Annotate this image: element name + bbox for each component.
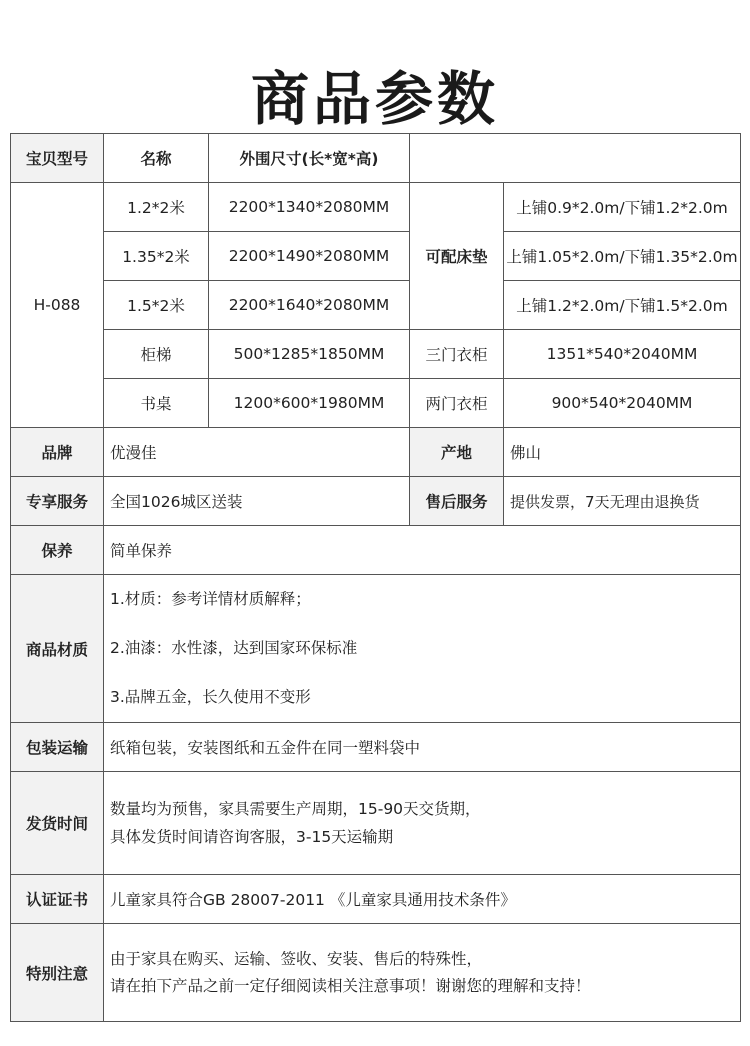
notice-value xyxy=(104,924,741,1022)
model-value: H-088 xyxy=(11,183,104,428)
certificate-value: 儿童家具符合GB 28007-2011 《儿童家具通用技术条件》 xyxy=(104,875,741,924)
bed-row xyxy=(11,281,741,330)
shipping-row xyxy=(11,772,741,875)
origin-label: 产地 xyxy=(410,428,504,477)
brand-value: 优漫佳 xyxy=(104,428,410,477)
material-line: 2.油漆：水性漆，达到国家环保标准 xyxy=(110,639,358,657)
shipping-line: 数量均为预售，家具需要生产周期，15-90天交货期， xyxy=(110,800,481,818)
certificate-label: 认证证书 xyxy=(11,875,104,924)
material-label: 商品材质 xyxy=(11,575,104,723)
packaging-value: 纸箱包装，安装图纸和五金件在同一塑料袋中 xyxy=(104,723,741,772)
notice-row xyxy=(11,924,741,1022)
bed-row xyxy=(11,232,741,281)
shipping-line: 具体发货时间请咨询客服，3-15天运输期 xyxy=(110,828,394,846)
extra-name-2: 三门衣柜 xyxy=(410,330,504,379)
size-label: 外围尺寸(长*宽*高) xyxy=(209,134,410,183)
after-sales-label: 售后服务 xyxy=(410,477,504,526)
material-value xyxy=(104,575,741,723)
origin-value: 佛山 xyxy=(504,428,741,477)
notice-label: 特别注意 xyxy=(11,924,104,1022)
service-row xyxy=(11,477,741,526)
extra-size-2: 1351*540*2040MM xyxy=(504,330,741,379)
extra-name-2: 两门衣柜 xyxy=(410,379,504,428)
page-title: 商品参数 xyxy=(250,65,499,133)
mattress-label: 可配床垫 xyxy=(410,183,504,330)
extra-size: 1200*600*1980MM xyxy=(209,379,410,428)
bed-size: 2200*1490*2080MM xyxy=(209,232,410,281)
header-empty-cell xyxy=(410,134,741,183)
notice-line: 请在拍下产品之前一定仔细阅读相关注意事项！谢谢您的理解和支持！ xyxy=(110,976,591,995)
bed-mattress: 上铺1.2*2.0m/下铺1.5*2.0m xyxy=(504,281,741,330)
name-label: 名称 xyxy=(104,134,209,183)
bed-size: 2200*1340*2080MM xyxy=(209,183,410,232)
service-value: 全国1026城区送装 xyxy=(104,477,410,526)
bed-mattress: 上铺1.05*2.0m/下铺1.35*2.0m xyxy=(504,232,741,281)
extra-name: 书桌 xyxy=(104,379,209,428)
bed-name: 1.5*2米 xyxy=(104,281,209,330)
bed-row xyxy=(11,183,741,232)
material-line: 3.品牌五金，长久使用不变形 xyxy=(110,688,311,706)
certificate-row xyxy=(11,875,741,924)
after-sales-value: 提供发票，7天无理由退换货 xyxy=(504,477,741,526)
extra-row xyxy=(11,330,741,379)
extra-size: 500*1285*1850MM xyxy=(209,330,410,379)
maintenance-row xyxy=(11,526,741,575)
spec-table xyxy=(10,133,741,1022)
brand-label: 品牌 xyxy=(11,428,104,477)
maintenance-label: 保养 xyxy=(11,526,104,575)
shipping-value xyxy=(104,772,741,875)
brand-row xyxy=(11,428,741,477)
extra-row xyxy=(11,379,741,428)
bed-mattress: 上铺0.9*2.0m/下铺1.2*2.0m xyxy=(504,183,741,232)
shipping-label: 发货时间 xyxy=(11,772,104,875)
service-label: 专享服务 xyxy=(11,477,104,526)
packaging-label: 包装运输 xyxy=(11,723,104,772)
material-line: 1.材质：参考详情材质解释； xyxy=(110,590,311,608)
bed-name: 1.2*2米 xyxy=(104,183,209,232)
material-row xyxy=(11,575,741,723)
bed-size: 2200*1640*2080MM xyxy=(209,281,410,330)
extra-size-2: 900*540*2040MM xyxy=(504,379,741,428)
model-label: 宝贝型号 xyxy=(11,134,104,183)
maintenance-value: 简单保养 xyxy=(104,526,741,575)
header-row xyxy=(11,134,741,183)
notice-line: 由于家具在购买、运输、签收、安装、售后的特殊性， xyxy=(110,949,483,968)
extra-name: 柜梯 xyxy=(104,330,209,379)
packaging-row xyxy=(11,723,741,772)
bed-name: 1.35*2米 xyxy=(104,232,209,281)
